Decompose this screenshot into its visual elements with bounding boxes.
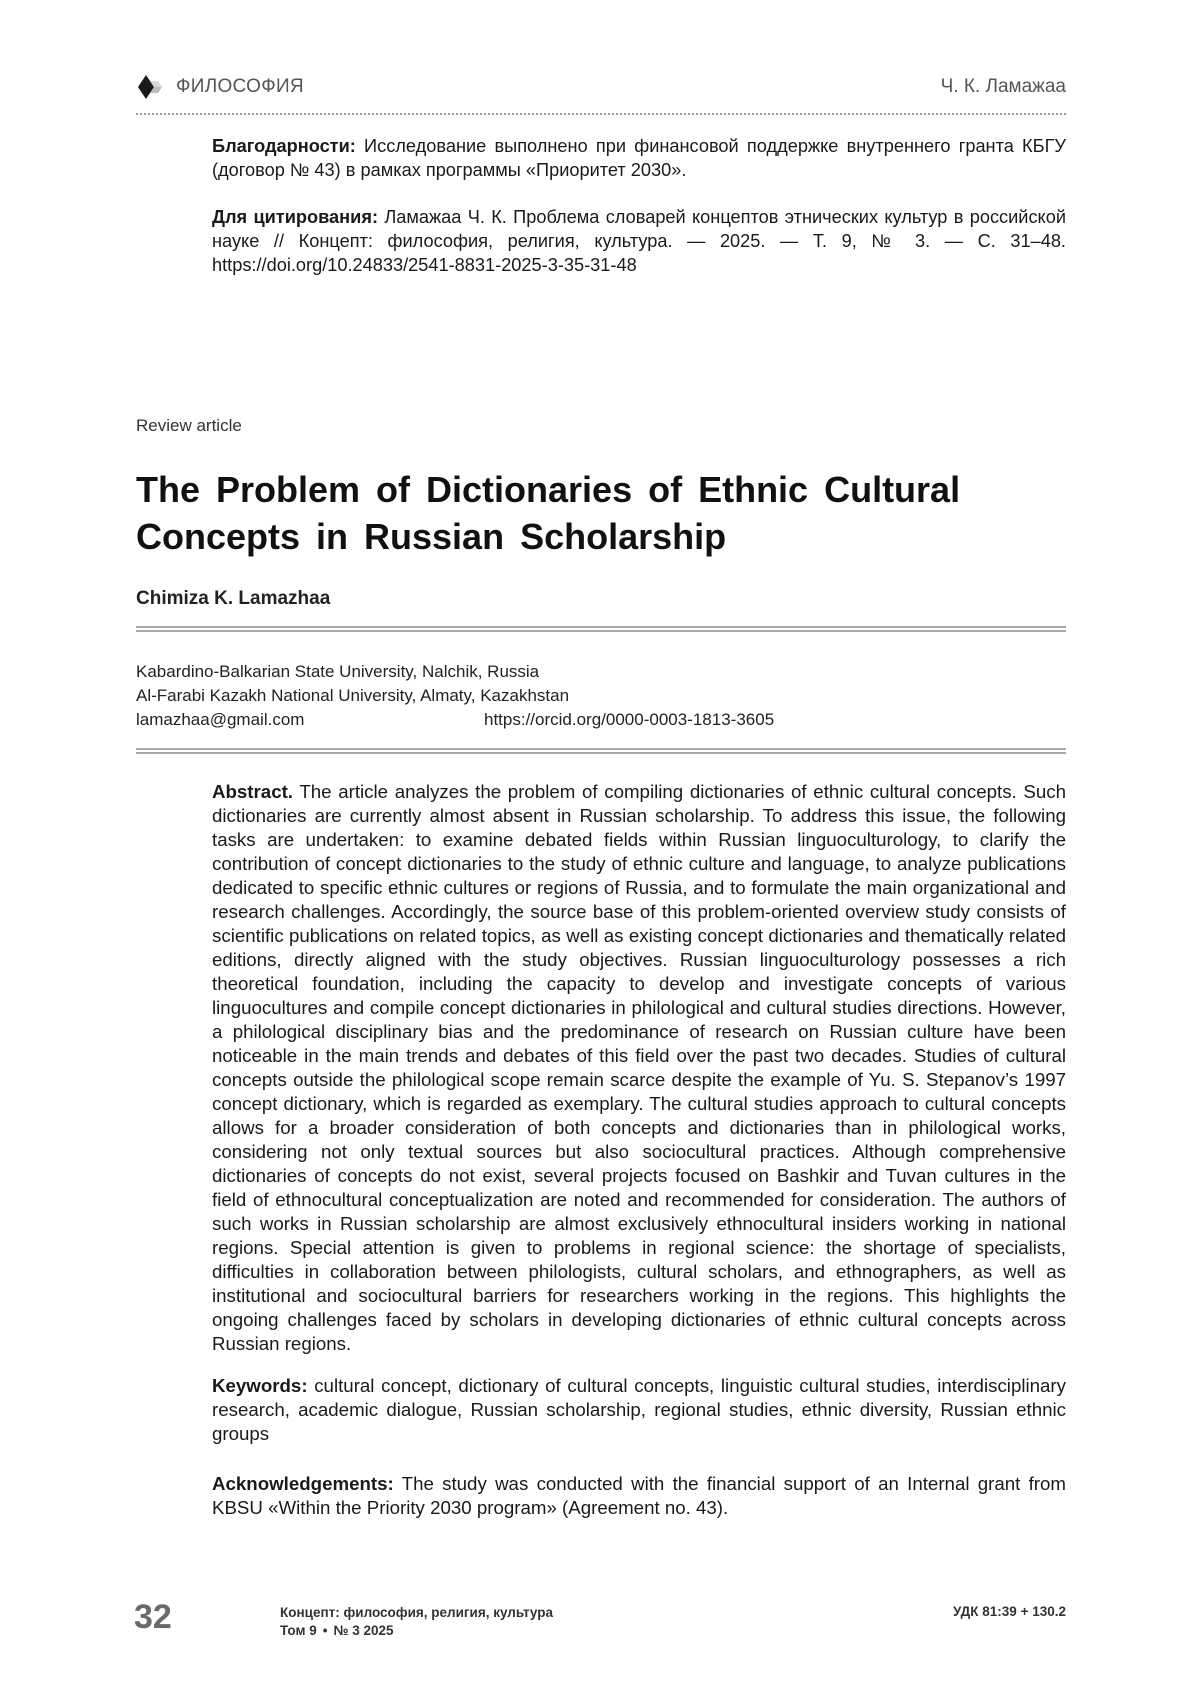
ru-acknowledgements-label: Благодарности: [212,136,356,156]
journal-volume: Том 9 [280,1623,317,1638]
article-type: Review article [136,416,242,435]
journal-separator: • [322,1623,328,1638]
keywords-label: Keywords: [212,1375,308,1396]
ru-citation [212,205,1066,277]
abstract [212,780,1066,1356]
header-divider [136,113,1066,115]
journal-info [280,1604,553,1640]
author-orcid-link[interactable]: https://orcid.org/0000-0003-1813-3605 [484,710,775,729]
affiliation-divider [136,748,1066,754]
journal-name: Концепт: философия, религия, культура [280,1605,554,1620]
keywords-text: cultural concept, dictionary of cultural concepts, linguistic cultural studies, interdisciplinary research, academic dialogue, Russian scholarship, regional studies, ethnic diversity, Russian ethnic groups [212,1375,1066,1444]
keywords [212,1374,1066,1446]
udc-code: УДК 81:39 + 130.2 [952,1604,1066,1619]
journal-issue-number: № 3 2025 [333,1623,394,1638]
abstract-label: Abstract. [212,781,294,802]
ru-citation-label: Для цитирования: [212,207,378,227]
abstract-text: The article analyzes the problem of compiling dictionaries of ethnic cultural concepts. Such dictionaries are currently almost absent in Russian scholarship. To address this issue, the following tasks are undertaken: to examine debated fields within Russian linguoculturology, to clarify the contribution of concept dictionaries to the study of ethnic culture and language, to analyze publications dedicated to specific ethnic cultures or regions of Russia, and to formulate the main organizational and research challenges. Accordingly, the source base of this problem-oriented overview study consists of scientific publications on related topics, as well as existing concept dictionaries and thematically related editions, directly aligned with the study objectives. Russian linguoculturology possesses a rich theoretical foundation, including the capacity to develop and investigate concepts of various linguocultures and compile concept dictionaries in philological and cultural studies directions. However, a philological disciplinary bias and the predominance of research on Russian culture have been noticeable in the main trends and debates of this field over the past two decades. Studies of cultural concepts outside the philological scope remain scarce despite the example of Yu. S. Stepanov’s 1997 concept dictionary, which is regarded as exemplary. The cultural studies approach to cultural concepts allows for a broader consideration of both concepts and dictionaries than in philological works, considering not only textual sources but also sociocultural practices. Although comprehensive dictionaries of concepts do not exist, several projects focused on Bashkir and Tuvan cultures in the field of ethnocultural conceptualization are noted and recommended for consideration. The authors of such works in Russian scholarship are almost exclusively ethnocultural insiders working in national regions. Special attention is given to problems in regional science: the shortage of specialists, difficulties in collaboration between philologists, cultural scholars, and ethnographers, as well as institutional and sociocultural barriers for researchers working in the regions. This highlights the ongoing challenges faced by scholars in developing dictionaries of ethnic cultural concepts across Russian regions. [212,781,1066,1354]
affiliation: Kabardino-Balkarian State University, Nalchik, Russia [136,662,540,681]
section-name: ФИЛОСОФИЯ [176,76,304,97]
journal-issue [280,1622,553,1640]
running-author: Ч. К. Ламажаа [940,76,1066,97]
author-name: Chimiza K. Lamazhaa [136,588,331,609]
article-title: The Problem of Dictionaries of Ethnic Cultural Concepts in Russian Scholarship [136,469,961,557]
ru-acknowledgements-text: Исследование выполнено при финансовой поддержке внутреннего гранта КБГУ (договор № 43) в рамках программы «Приоритет 2030». [212,136,1066,180]
running-header [136,74,1066,100]
section-logo-icon [136,74,166,100]
author-divider [136,626,1066,632]
affiliation: Al-Farabi Kazakh National University, Almaty, Kazakhstan [136,686,570,705]
author-email[interactable]: lamazhaa@gmail.com [136,710,305,729]
acknowledgements [212,1472,1066,1520]
ru-citation-text: Ламажаа Ч. К. Проблема словарей концептов этнических культур в российской науке // Концепт: философия, религия, культура. — 2025. — Т. 9, № 3. — С. 31–48. https://doi.org/10.24833/2541-8831-2025-3-35-31-48 [212,207,1066,275]
acknowledgements-text: The study was conducted with the financial support of an Internal grant from KBSU «Within the Priority 2030 program» (Agreement no. 43). [212,1473,1066,1518]
ru-acknowledgements [212,134,1066,182]
page-number: 32 [134,1598,172,1636]
acknowledgements-label: Acknowledgements: [212,1473,394,1494]
